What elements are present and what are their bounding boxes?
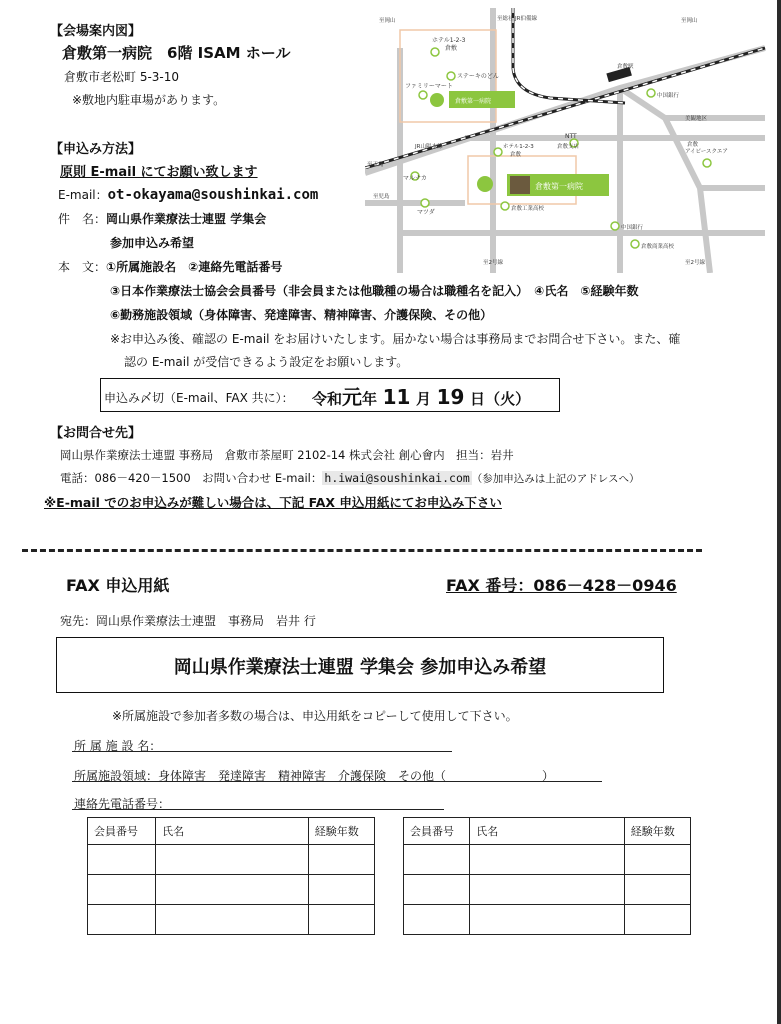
deadline-day: 19	[436, 385, 465, 409]
subject-row	[58, 210, 266, 227]
map-label-hospital2: 倉敷第一病院	[535, 182, 583, 191]
form-title: 岡山県作業療法士連盟 学集会 参加申込み希望	[173, 657, 547, 678]
parking-note: ※敷地内駐車場があります。	[72, 93, 226, 107]
map-label-marunaka: マルナカ	[403, 175, 427, 182]
map-label-station: 倉敷駅	[617, 64, 634, 70]
venue-map	[365, 8, 770, 273]
contact-line2	[60, 470, 639, 486]
fax-note: ※E-mail でのお申込みが難しい場合は、下記 FAX 申込用紙にてお申込み下さい	[44, 495, 502, 510]
map-label-family: ファミリーマート	[405, 83, 453, 90]
deadline-day-unit: 日	[470, 390, 486, 408]
fax-number: FAX 番号：086－428－0946	[446, 576, 677, 595]
map-label-to-okayama: 至岡山	[379, 18, 396, 24]
table-row	[404, 845, 691, 875]
contact-line1: 岡山県作業療法士連盟 事務局 倉敷市茶屋町 2102-14 株式会社 創心會内 担当：岩井	[60, 448, 514, 462]
domain-label: 所属施設領域：身体障害 発達障害 精神障害 介護保険 その他（ ）	[74, 769, 555, 783]
body-line3: ⑥勤務施設領域（身体障害、発達障害、精神障害、介護保険、その他）	[110, 308, 493, 322]
map-label-mazda: マツダ	[417, 209, 435, 216]
body-line1: ①所属施設名 ②連絡先電話番号	[106, 260, 283, 274]
map-label-jr: JR伯備線	[515, 16, 537, 22]
table-row	[88, 845, 375, 875]
subject-line1: 岡山県作業療法士連盟 学集会	[106, 212, 267, 226]
method-principle: 原則 E-mail にてお願い致します	[60, 165, 258, 180]
hospital-building-icon	[510, 176, 530, 194]
map-label-kurashiki2: 倉敷	[510, 152, 522, 158]
deadline-nen: 年	[362, 390, 378, 408]
note-line2: 認の E-mail が受信できるよう設定をお願いします。	[124, 355, 409, 369]
map-roads	[365, 8, 765, 273]
method-heading: 【申込み方法】	[50, 142, 142, 157]
copy-note: ※所属施設で参加者多数の場合は、申込用紙をコピーして使用して下さい。	[112, 709, 518, 723]
email-label: E-mail：	[58, 188, 108, 202]
hospital-marker-2	[477, 176, 493, 192]
deadline-weekday: （火）	[485, 390, 531, 408]
note-line1: ※お申込み後、確認の E-mail をお届けいたします。届かない場合は事務局までお問合せ下さい。また、確	[110, 332, 681, 346]
venue-name: 倉敷第一病院 6階 ISAM ホール	[62, 44, 291, 62]
subject-label: 件 名：	[58, 212, 107, 226]
cut-line	[22, 549, 702, 552]
member-table-left	[87, 817, 375, 935]
hospital-marker-1	[430, 93, 444, 107]
table-row	[88, 875, 375, 905]
email-address[interactable]: ot-okayama@soushinkai.com	[107, 187, 319, 203]
map-label-ntt-branch: 倉敷支店	[557, 144, 580, 150]
map-label-ivy1: 倉敷	[687, 142, 699, 148]
deadline-label: 申込み〆切（E-mail、FAX 共に）：	[104, 391, 294, 405]
table-row	[404, 905, 691, 935]
map-label-kougyo: 倉敷工業高校	[511, 206, 545, 212]
contact-email-note: （参加申込みは上記のアドレスへ）	[471, 473, 640, 485]
map-label-hotel1: ホテル1-2-3	[432, 37, 466, 44]
map-label-hotel2: ホテル1-2-3	[503, 144, 534, 150]
map-label-to-tamashima: 至玉島	[367, 162, 384, 168]
body-row	[58, 258, 282, 275]
table-header-member-no: 会員番号	[404, 818, 470, 845]
map-label-sanyo: JR山陽本線	[415, 144, 443, 150]
contact-heading: 【お問合せ先】	[50, 426, 142, 441]
contact-email[interactable]: h.iwai@soushinkai.com	[324, 471, 470, 485]
deadline-date	[312, 381, 530, 410]
map-label-ntt: NTT	[565, 133, 577, 140]
venue-address: 倉敷市老松町 5-3-10	[64, 70, 180, 84]
map-label-kurashiki: 倉敷	[445, 45, 458, 52]
deadline-month-unit: 月	[416, 390, 432, 408]
facility-underline	[72, 751, 452, 752]
table-header-years: 経験年数	[624, 818, 690, 845]
fax-title: FAX 申込用紙	[66, 576, 170, 595]
map-label-chugoku-bank1: 中国銀行	[657, 93, 680, 99]
body-label: 本 文：	[58, 260, 107, 274]
body-line2: ③日本作業療法士協会会員番号（非会員または他職種の場合は職種名を記入） ④氏名 ⑤経験年数	[110, 284, 639, 298]
map-label-to-shonan: 至岡山	[681, 18, 698, 24]
deadline-month: 11	[382, 385, 411, 409]
contact-phone: 電話：086－420－1500 お問い合わせ E-mail：	[60, 471, 323, 485]
table-header-name: 氏名	[470, 818, 625, 845]
map-label-ivy2: アイビースクエア	[685, 149, 728, 155]
phone-underline	[72, 809, 444, 810]
deadline-era: 令和	[312, 390, 343, 408]
map-label-route2a: 至2号線	[483, 260, 503, 266]
map-label-steak: ステーキのどん	[457, 73, 499, 80]
facility-label: 所 属 施 設 名：	[74, 739, 162, 753]
table-row	[404, 875, 691, 905]
page-edge	[777, 0, 781, 1024]
subject-line2: 参加申込み希望	[110, 236, 195, 250]
domain-underline	[72, 781, 602, 782]
table-row	[88, 905, 375, 935]
deadline-year: 元	[342, 385, 363, 409]
map-label-hospital1: 倉敷第一病院	[455, 98, 492, 105]
map-label-route2b: 至2号線	[685, 260, 705, 266]
venue-heading: 【会場案内図】	[50, 24, 142, 39]
table-header-years: 経験年数	[308, 818, 374, 845]
map-label-to-kojima: 至児島	[373, 194, 390, 200]
map-label-to-soja: 至総社	[497, 16, 514, 22]
member-table-right	[403, 817, 691, 935]
table-header-name: 氏名	[156, 818, 309, 845]
map-label-shogyo: 倉敷商業高校	[641, 244, 675, 250]
phone-label: 連絡先電話番号：	[74, 797, 171, 811]
email-row	[58, 186, 318, 203]
table-header-member-no: 会員番号	[88, 818, 156, 845]
map-label-bishin: 美観地区	[685, 116, 708, 122]
map-label-chugoku-bank2: 中国銀行	[621, 225, 644, 231]
fax-recipient: 宛先：岡山県作業療法士連盟 事務局 岩井 行	[60, 614, 316, 628]
